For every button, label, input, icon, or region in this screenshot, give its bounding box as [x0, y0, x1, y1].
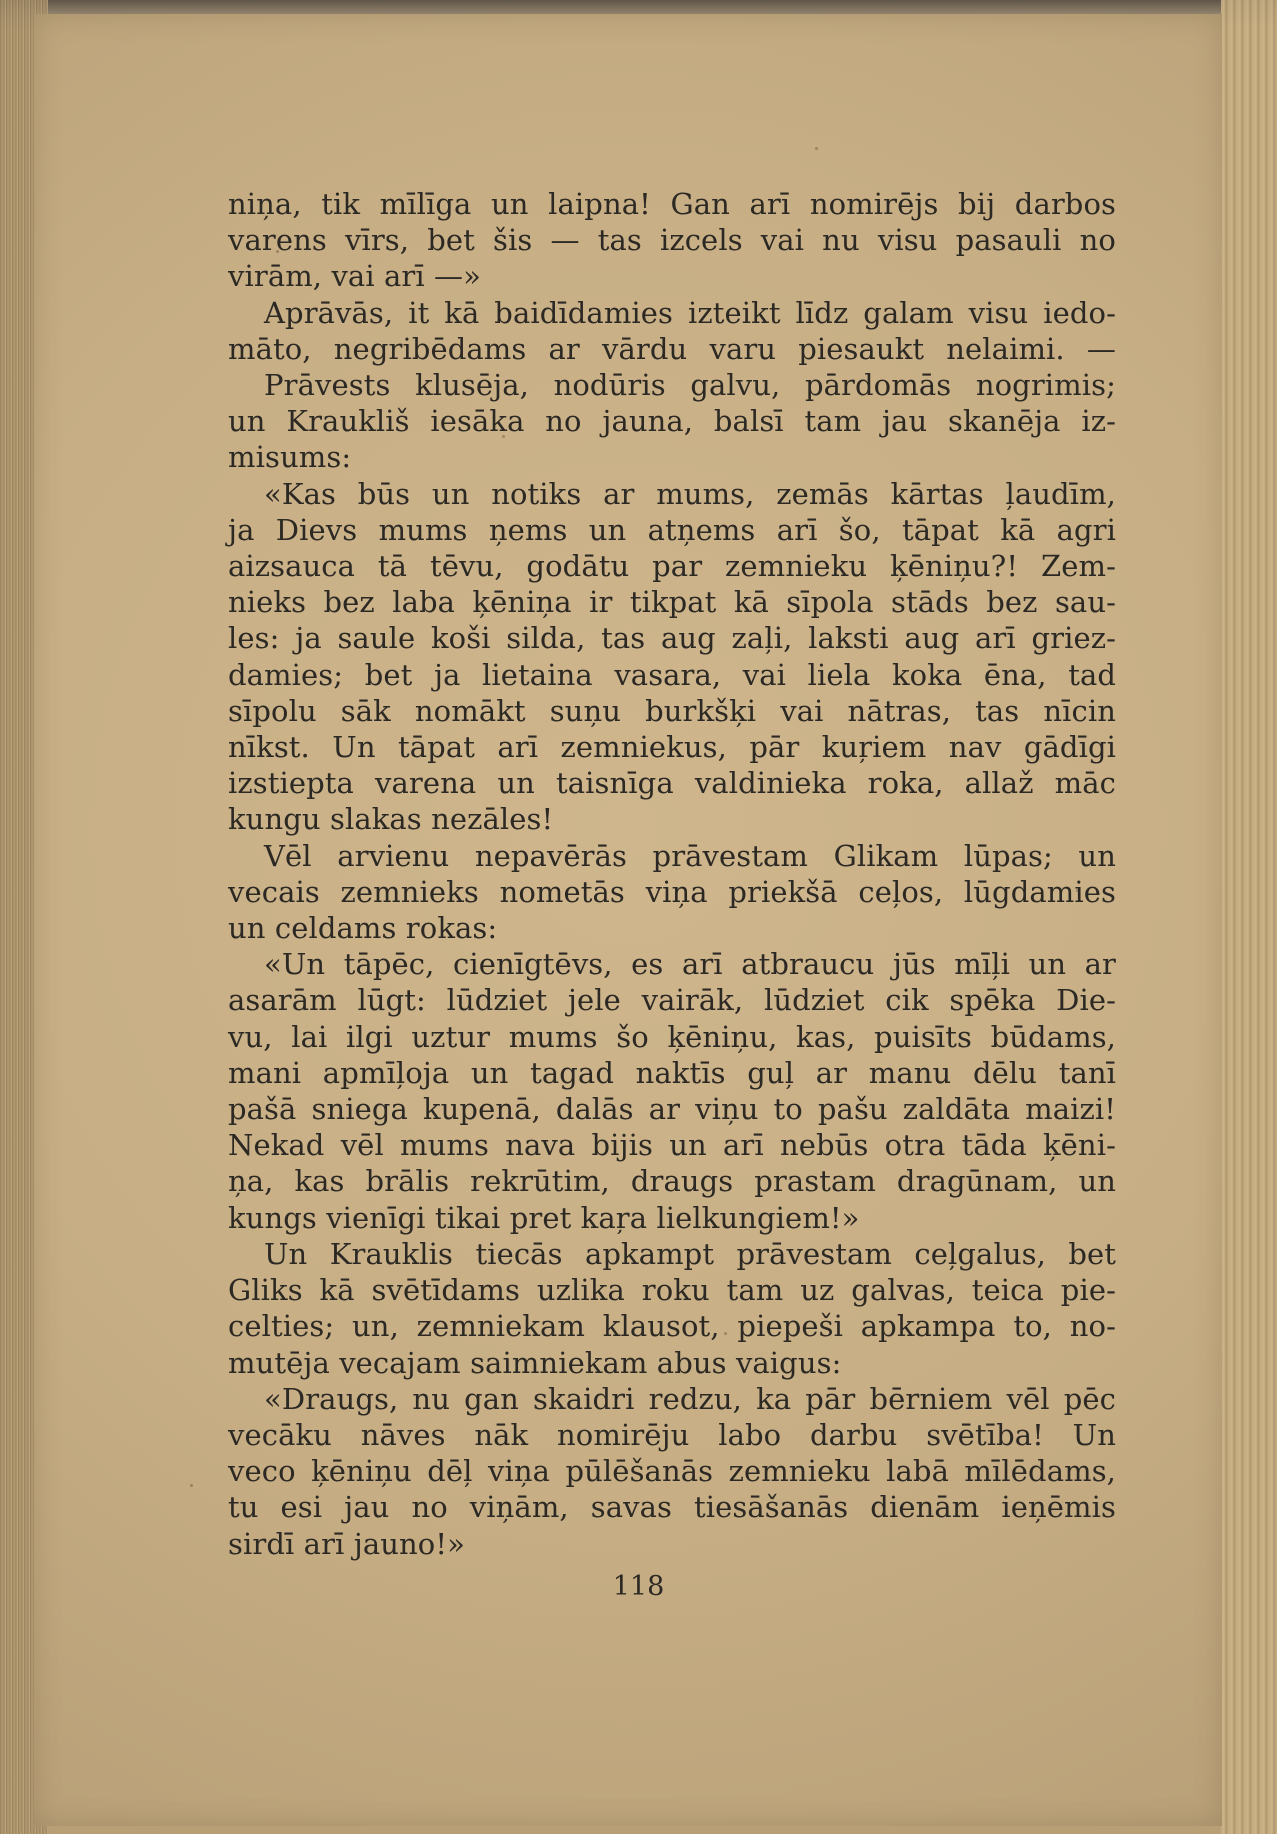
body-text: [228, 186, 1116, 1562]
text-line: «Un tāpēc, cienīgtēvs, es arī atbraucu jūs mīļi un ar: [264, 947, 1116, 982]
text-line: aizsauca tā tēvu, godātu par zemnieku ķēniņu?! Zem-: [228, 549, 1116, 584]
text-line: sīpolu sāk nomākt suņu burkšķi vai nātras, tas nīcin: [228, 693, 1116, 728]
text-line: les: ja saule koši silda, tas aug zaļi, laksti aug arī griez-: [228, 621, 1116, 656]
paper-speck: [815, 147, 818, 150]
text-line: ņa, kas brālis rekrūtim, draugs prastam dragūnam, un: [228, 1164, 1116, 1199]
text-line: virām, vai arī —»: [228, 259, 482, 294]
paper-speck: [190, 1484, 193, 1487]
text-line: «Draugs, nu gan skaidri redzu, ka pār bērniem vēl pēc: [264, 1381, 1116, 1416]
text-line: un Kraukliš iesāka no jauna, balsī tam jau skanēja iz-: [228, 404, 1116, 439]
text-line: sirdī arī jauno!»: [228, 1526, 465, 1561]
text-line: niņa, tik mīlīga un laipna! Gan arī nomirējs bij darbos: [228, 187, 1116, 221]
text-line: Vēl arvienu nepavērās prāvestam Glikam lūpas; un: [264, 838, 1116, 873]
text-line: Nekad vēl mums nava bijis un arī nebūs otra tāda ķēni-: [228, 1128, 1116, 1163]
text-line: ja Dievs mums ņems un atņems arī šo, tāpat kā agri: [228, 512, 1116, 547]
text-line: vu, lai ilgi uztur mums šo ķēniņu, kas, puisīts būdams,: [228, 1019, 1116, 1054]
right-page-edges: [1221, 0, 1277, 1834]
text-line: damies; bet ja lietaina vasara, vai liela koka ēna, tad: [228, 657, 1116, 692]
text-line: mutēja vecajam saimniekam abus vaigus:: [228, 1345, 842, 1380]
text-line: mani apmīļoja un tagad naktīs guļ ar manu dēlu tanī: [228, 1055, 1116, 1090]
text-line: māto, negribēdams ar vārdu varu piesaukt nelaimi. —: [228, 331, 1116, 366]
text-line: Un Krauklis tiecās apkampt prāvestam ceļgalus, bet: [264, 1236, 1116, 1271]
text-line: izstiepta varena un taisnīga valdinieka roka, allaž māc: [228, 766, 1116, 801]
text-line: misums:: [228, 440, 352, 475]
text-line: kungs vienīgi tikai pret kaŗa lielkungiem!»: [228, 1200, 860, 1235]
text-line: asarām lūgt: lūdziet jele vairāk, lūdziet cik spēka Die-: [228, 983, 1116, 1018]
text-line: un celdams rokas:: [228, 911, 498, 946]
text-line: nieks bez laba ķēniņa ir tikpat kā sīpola stāds bez sau-: [228, 585, 1116, 620]
text-line: vecais zemnieks nometās viņa priekšā ceļos, lūgdamies: [228, 874, 1116, 909]
text-line: Prāvests klusēja, nodūris galvu, pārdomās nogrimis;: [264, 368, 1116, 403]
text-line: Gliks kā svētīdams uzlika roku tam uz galvas, teica pie-: [228, 1273, 1116, 1308]
text-line: tu esi jau no viņām, savas tiesāšanās dienām ieņēmis: [228, 1490, 1116, 1525]
text-line: Aprāvās, it kā baidīdamies izteikt līdz galam visu iedo-: [264, 295, 1116, 330]
text-line: vecāku nāves nāk nomirēju labo darbu svētība! Un: [228, 1417, 1116, 1452]
text-line: varens vīrs, bet šis — tas izcels vai nu visu pasauli no: [228, 223, 1116, 258]
text-line: veco ķēniņu dēļ viņa pūlēšanās zemnieku labā mīlēdams,: [228, 1454, 1116, 1489]
text-line: «Kas būs un notiks ar mums, zemās kārtas ļaudīm,: [264, 476, 1116, 511]
text-line: celties; un, zemniekam klausot, piepeši apkampa to, no-: [228, 1309, 1116, 1344]
text-line: pašā sniega kupenā, dalās ar viņu to pašu zaldāta maizi!: [228, 1092, 1116, 1127]
text-line: kungu slakas nezāles!: [228, 802, 554, 837]
text-line: nīkst. Un tāpat arī zemniekus, pār kuŗiem nav gādīgi: [228, 730, 1116, 765]
page-number: 118: [612, 1571, 665, 1602]
